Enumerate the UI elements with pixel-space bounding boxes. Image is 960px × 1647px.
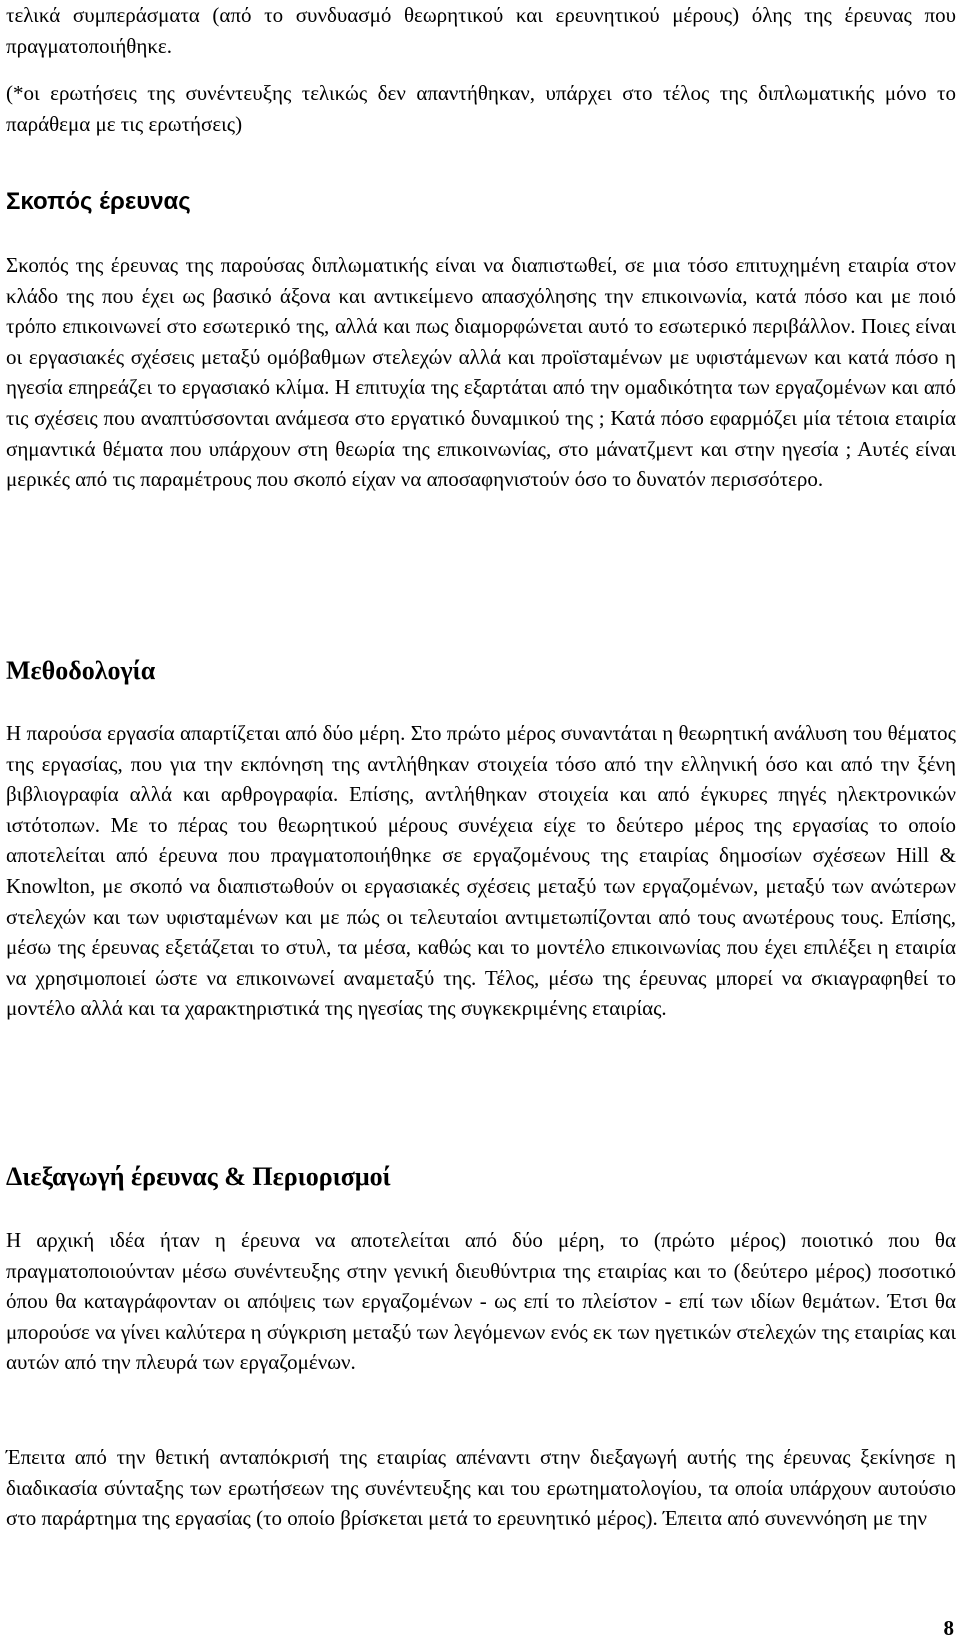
page-number: 8 — [943, 1616, 954, 1640]
research-goal-paragraph: Σκοπός της έρευνας της παρούσας διπλωματικής είναι να διαπιστωθεί, σε μια τόσο επιτυχημένη εταιρία στον κλάδο της που έχει ως βασικό άξονα και αντικείμενο απασχόλησης την επικοινωνία, κατά πόσο και με ποιό τρόπο επικοινωνεί στο εσωτερικό της, αλλά και πως διαμορφώνεται αυτό το εσωτερικό περιβάλλον. Ποιες είναι οι εργασιακές σχέσεις μεταξύ ομόβαθμων στελεχών αλλά και προϊσταμένων με υφιστάμενων και κατά πόσο η ηγεσία επηρεάζει το εργασιακό κλίμα. Η επιτυχία της εξαρτάται από την ομαδικότητα των εργαζομένων και από τις σχέσεις που αναπτύσσονται ανάμεσα στο εργατικό δυναμικού της ; Κατά πόσο εφαρμόζει μία τέτοια εταιρία σημαντικά θέματα που υπάρχουν στη θεωρία της επικοινωνίας, στο μάνατζμεντ και στην ηγεσία ; Αυτές είναι μερικές από τις παραμέτρους που σκοπό είχαν να αποσαφηνιστούν όσο το δυνατόν περισσότερο. — [6, 253, 956, 492]
conduct-paragraph-2: Έπειτα από την θετική ανταπόκρισή της εταιρίας απέναντι στην διεξαγωγή αυτής της έρευνας ξεκίνησε η διαδικασία σύνταξης των ερωτήσεων της συνέντευξης και του ερωτηματολογίου, τα οποία υπάρχουν αυτούσιο στο παράρτημα της εργασίας (το οποίο βρίσκεται μετά το ερευνητικό μέρος). Έπειτα από συνεννόηση με την — [6, 1445, 956, 1531]
intro-paragraph: τελικά συμπεράσματα (από το συνδυασμό θεωρητικού και ερευνητικού μέρους) όλης της έρευνας που πραγματοποιήθηκε. — [6, 3, 956, 58]
section-heading-research-goal: Σκοπός έρευνας — [6, 188, 191, 215]
conduct-paragraph-1: Η αρχική ιδέα ήταν η έρευνα να αποτελείται από δύο μέρη, το (πρώτο μέρος) ποιοτικό που θα πραγματοποιούνταν μέσω συνέντευξης στην γενική διευθύντρια της εταιρίας και το (δεύτερο μέρος) ποσοτικό όπου θα καταγράφονταν οι απόψεις των εργαζομένων - ως επί το πλείστον - επί των ιδίων θεμάτων. Έτσι θα μπορούσε να γίνει καλύτερα η σύγκριση μεταξύ των λεγόμενων ενός εκ των ηγετικών στελεχών της εταιρίας και αυτών από την πλευρά των εργαζομένων. — [6, 1228, 957, 1375]
section-heading-methodology: Μεθοδολογία — [6, 656, 156, 685]
section-heading-conduct-limitations: Διεξαγωγή έρευνας & Περιορισμοί — [6, 1162, 391, 1191]
note-paragraph: (*οι ερωτήσεις της συνέντευξης τελικώς δεν απαντήθηκαν, υπάρχει στο τέλος της διπλωματικής μόνο το παράθεμα με τις ερωτήσεις) — [6, 81, 956, 136]
methodology-paragraph: Η παρούσα εργασία απαρτίζεται από δύο μέρη. Στο πρώτο μέρος συναντάται η θεωρητική ανάλυση του θέματος της εργασίας, που για την εκπόνηση της αντλήθηκαν στοιχεία τόσο από την ελληνική όσο και από την ξένη βιβλιογραφία αλλά και αρθρογραφία. Επίσης, αντλήθηκαν στοιχεία και από έγκυρες πηγές ηλεκτρονικών ιστότοπων. Με το πέρας του θεωρητικού μέρους συνέχεια είχε το δεύτερο μέρος της εργασίας το οποίο αποτελείται από έρευνα που πραγματοποιήθηκε σε εργαζομένους της εταιρίας δημοσίων σχέσεων Hill & Knowlton, με σκοπό να διαπιστωθούν οι εργασιακές σχέσεις μεταξύ των εργαζομένων, μεταξύ των ανώτερων στελεχών και των υφισταμένων και με πώς οι τελευταίοι αντιμετωπίζονται από τους ανωτέρους τους. Επίσης, μέσω της έρευνας εξετάζεται το στυλ, τα μέσα, καθώς και το μοντέλο επικοινωνίας που έχει επιλέξει η εταιρία να χρησιμοποιεί ώστε να επικοινωνεί αναμεταξύ της. Τέλος, μέσω της έρευνας μπορεί να σκιαγραφηθεί το μοντέλο αλλά και τα χαρακτηριστικά της ηγεσίας της συγκεκριμένης εταιρίας. — [6, 721, 956, 1021]
